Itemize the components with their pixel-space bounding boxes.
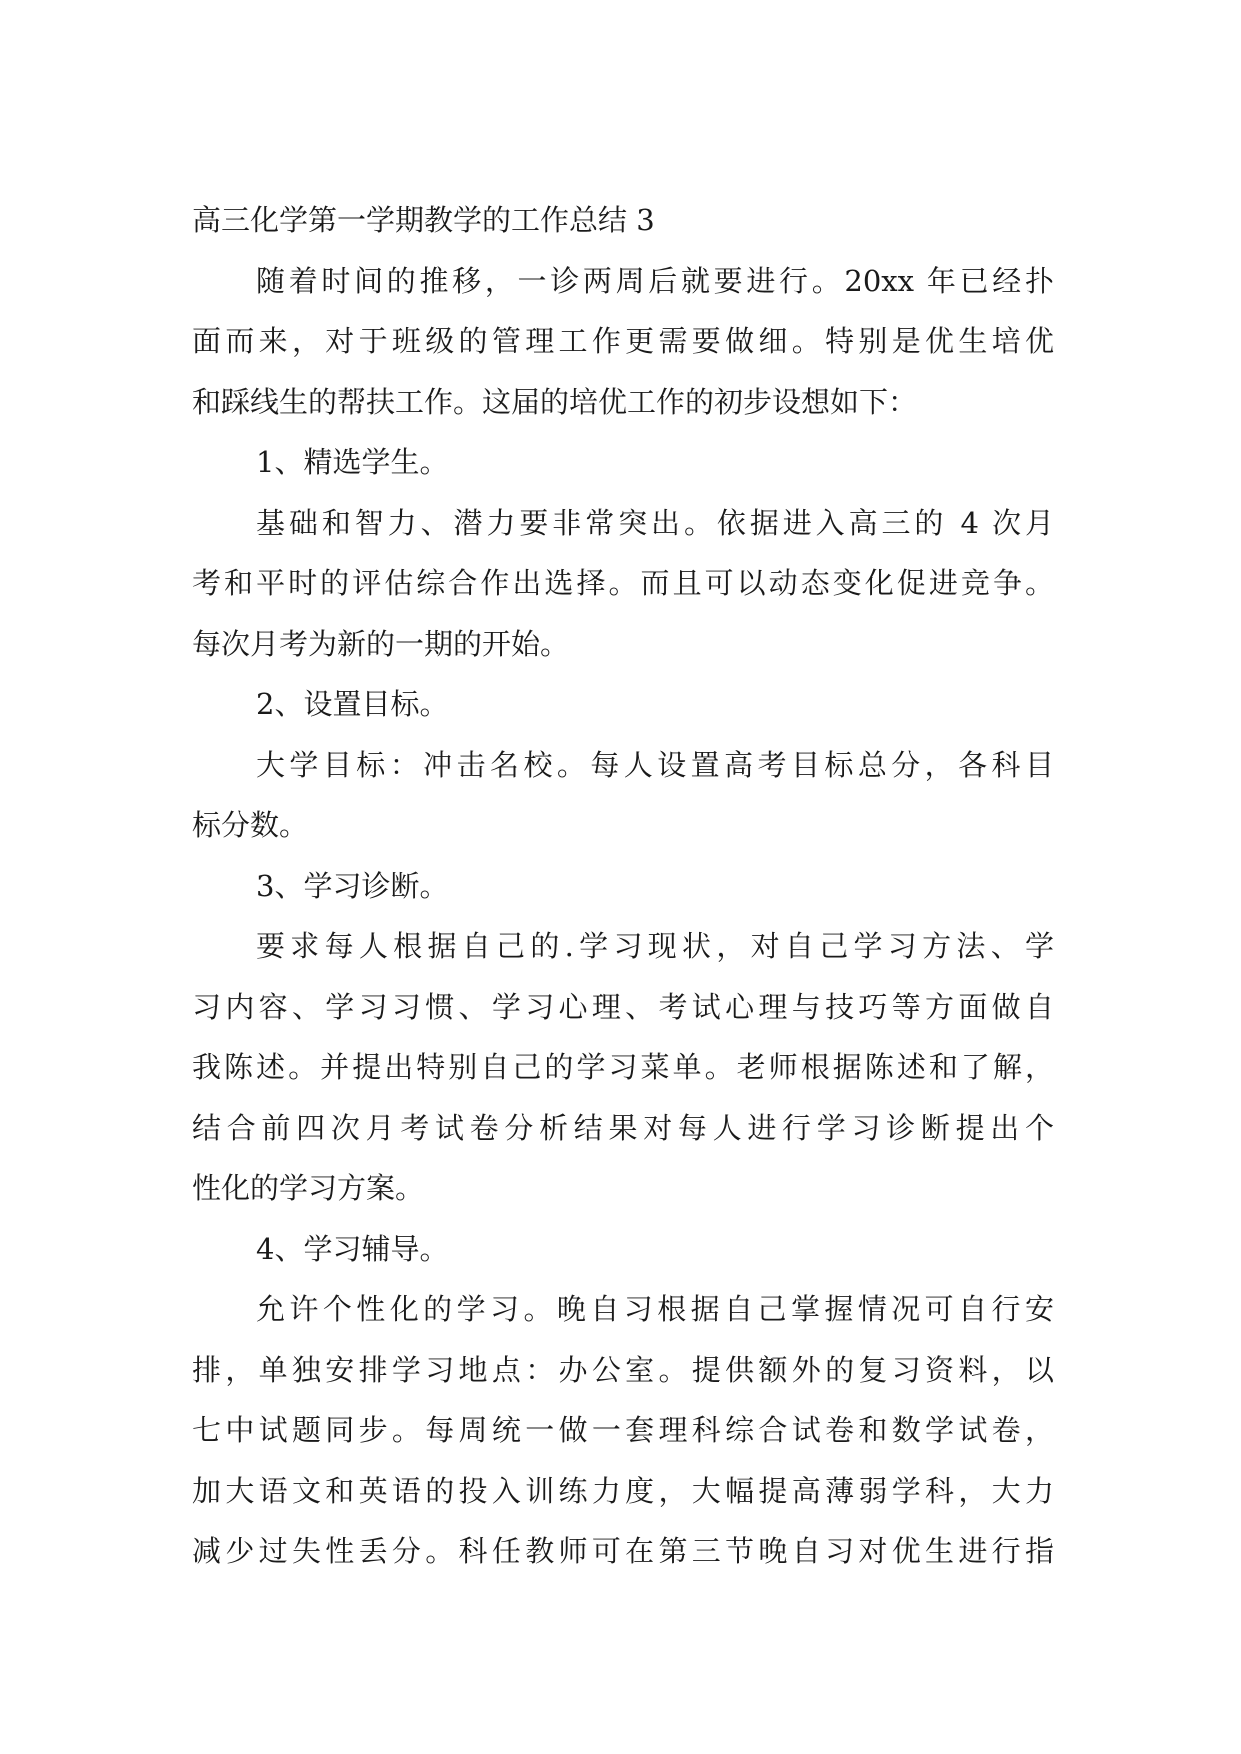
text-line: 基础和智力、潜力要非常突出。依据进入高三的 4 次月	[256, 505, 1054, 540]
text-line: 七中试题同步。每周统一做一套理科综合试卷和数学试卷，	[192, 1413, 1054, 1447]
text-line: 加大语文和英语的投入训练力度，大幅提高薄弱学科，大力	[192, 1473, 1054, 1508]
text-line: 4、学习辅导。	[256, 1231, 449, 1266]
text-line: 考和平时的评估综合作出选择。而且可以动态变化促进竞争。	[192, 566, 1054, 600]
text-line: 3、学习诊断。	[256, 868, 449, 903]
text-line: 面而来，对于班级的管理工作更需要做细。特别是优生培优	[192, 324, 1054, 358]
text-line: 每次月考为新的一期的开始。	[192, 626, 570, 661]
text-line: 要求每人根据自己的.学习现状，对自己学习方法、学	[256, 929, 1054, 963]
text-line: 减少过失性丢分。科任教师可在第三节晚自习对优生进行指	[192, 1534, 1054, 1568]
text-line: 标分数。	[192, 808, 309, 842]
document-text	[192, 251, 1054, 1582]
text-line: 排，单独安排学习地点：办公室。提供额外的复习资料，以	[192, 1352, 1054, 1387]
text-line: 和踩线生的帮扶工作。这届的培优工作的初步设想如下：	[192, 384, 918, 419]
document-title: 高三化学第一学期教学的工作总结 3	[192, 203, 655, 237]
document-body	[192, 190, 1054, 1582]
text-line: 我陈述。并提出特别自己的学习菜单。老师根据陈述和了解，	[192, 1050, 1054, 1084]
text-line: 2、设置目标。	[256, 687, 449, 721]
text-line: 习内容、学习习惯、学习心理、考试心理与技巧等方面做自	[192, 989, 1054, 1024]
text-line: 允许个性化的学习。晚自习根据自己掌握情况可自行安	[256, 1292, 1054, 1326]
text-line: 大学目标：冲击名校。每人设置高考目标总分，各科目	[256, 747, 1054, 782]
text-line: 结合前四次月考试卷分析结果对每人进行学习诊断提出个	[192, 1110, 1054, 1145]
text-line: 随着时间的推移，一诊两周后就要进行。20xx 年已经扑	[256, 263, 1054, 298]
text-line: 性化的学习方案。	[192, 1171, 425, 1205]
text-line: 1、精选学生。	[256, 445, 449, 479]
